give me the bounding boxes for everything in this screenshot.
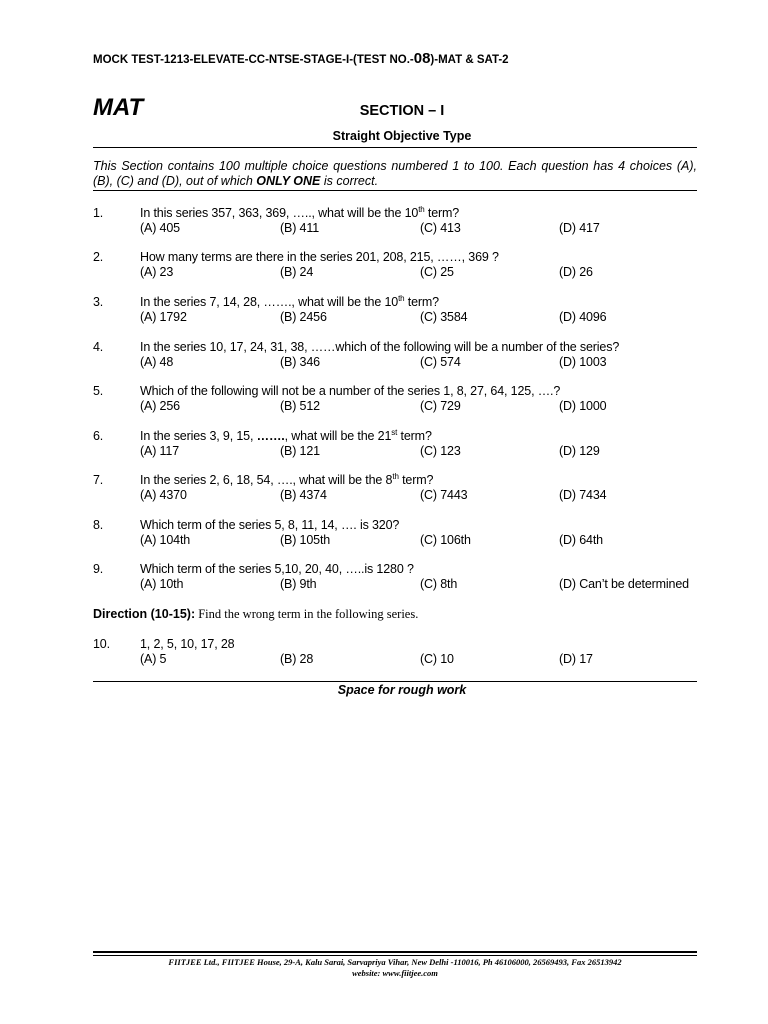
option-a: (A) 405 [140, 221, 180, 235]
question-stem: Which term of the series 5,10, 20, 40, …..is 1280 ? [140, 562, 414, 576]
option-a: (A) 104th [140, 533, 191, 547]
divider [93, 190, 697, 191]
option-d: (D) 64th [559, 533, 603, 547]
option-d: (D) 26 [559, 265, 593, 279]
question-7 [93, 473, 713, 505]
question-6 [93, 429, 713, 461]
section-subtitle: Straight Objective Type [332, 129, 472, 143]
option-b: (B) 2456 [280, 310, 327, 324]
option-c: (C) 25 [420, 265, 454, 279]
question-10 [93, 637, 713, 669]
option-d: (D) 7434 [559, 488, 607, 502]
option-c: (C) 3584 [420, 310, 468, 324]
intro-emphasis: ONLY ONE [256, 174, 321, 188]
question-4 [93, 340, 713, 372]
intro-text-end: is correct. [320, 174, 379, 188]
question-stem: How many terms are there in the series 201, 208, 215, ……, 369 ? [140, 250, 499, 264]
option-c: (C) 10 [420, 652, 454, 666]
section-instructions [93, 159, 697, 189]
intro-text: This Section contains 100 multiple choice questions numbered 1 to 100. Each question has 4 choices (A), (B), (C) and (D), out of which [93, 159, 697, 188]
option-c: (C) 413 [420, 221, 461, 235]
option-c: (C) 106th [420, 533, 471, 547]
question-stem: In the series 3, 9, 15, ……., what will be the 21st term? [140, 427, 432, 443]
question-number: 1. [93, 206, 104, 220]
option-c: (C) 8th [420, 577, 458, 591]
question-stem: Which term of the series 5, 8, 11, 14, …. is 320? [140, 518, 400, 532]
question-stem: In the series 2, 6, 18, 54, …., what will be the 8th term? [140, 471, 434, 487]
option-d: (D) 129 [559, 444, 600, 458]
question-number: 9. [93, 562, 104, 576]
option-b: (B) 411 [280, 221, 320, 235]
header-suffix: )-MAT & SAT-2 [430, 54, 509, 66]
question-number: 6. [93, 429, 104, 443]
option-d: (D) 1000 [559, 399, 607, 413]
divider [93, 681, 697, 682]
footer-divider [93, 951, 697, 953]
option-b: (B) 28 [280, 652, 314, 666]
question-number: 5. [93, 384, 104, 398]
direction-label: Direction (10-15): [93, 607, 196, 621]
option-d: (D) 4096 [559, 310, 607, 324]
option-a: (A) 10th [140, 577, 184, 591]
option-d: (D) 417 [559, 221, 600, 235]
option-c: (C) 574 [420, 355, 461, 369]
option-b: (B) 4374 [280, 488, 327, 502]
footer-divider [93, 955, 697, 956]
question-number: 10. [93, 637, 110, 651]
divider [93, 147, 697, 148]
section-heading: SECTION – I [359, 103, 445, 119]
question-9 [93, 562, 713, 594]
option-b: (B) 105th [280, 533, 331, 547]
footer-address: FIITJEE Ltd., FIITJEE House, 29-A, Kalu Sarai, Sarvapriya Vihar, New Delhi -110016, Ph 46106000, 26569493, Fax 26513942 [168, 957, 622, 967]
footer-website: website: www.fiitjee.com [352, 968, 438, 978]
header-prefix: MOCK TEST-1213-ELEVATE-CC-NTSE-STAGE-I-(TEST NO.- [93, 54, 414, 66]
question-stem: In this series 357, 363, 369, ….., what will be the 10th term? [140, 204, 460, 220]
option-d: (D) 1003 [559, 355, 607, 369]
question-stem: In the series 7, 14, 28, ……., what will be the 10th term? [140, 293, 439, 309]
header-test-no: 08 [413, 50, 431, 67]
option-d: (D) Can’t be determined [559, 577, 689, 591]
option-d: (D) 17 [559, 652, 593, 666]
option-b: (B) 346 [280, 355, 320, 369]
page-title: MAT [93, 94, 144, 121]
option-a: (A) 5 [140, 652, 167, 666]
question-3 [93, 295, 713, 327]
direction-text: Find the wrong term in the following series. [195, 607, 419, 621]
option-a: (A) 1792 [140, 310, 187, 324]
option-c: (C) 7443 [420, 488, 468, 502]
option-a: (A) 48 [140, 355, 174, 369]
question-number: 7. [93, 473, 104, 487]
question-stem: 1, 2, 5, 10, 17, 28 [140, 637, 235, 651]
option-a: (A) 256 [140, 399, 180, 413]
question-5 [93, 384, 713, 416]
question-1 [93, 206, 713, 238]
test-header [93, 50, 509, 67]
direction-note [93, 607, 418, 622]
option-c: (C) 729 [420, 399, 461, 413]
question-number: 4. [93, 340, 104, 354]
option-b: (B) 9th [280, 577, 317, 591]
question-number: 8. [93, 518, 104, 532]
option-a: (A) 117 [140, 444, 180, 458]
option-c: (C) 123 [420, 444, 461, 458]
question-2 [93, 250, 713, 282]
option-b: (B) 512 [280, 399, 320, 413]
question-number: 2. [93, 250, 104, 264]
option-b: (B) 24 [280, 265, 314, 279]
question-stem: Which of the following will not be a number of the series 1, 8, 27, 64, 125, ….? [140, 384, 561, 398]
question-number: 3. [93, 295, 104, 309]
rough-work-label: Space for rough work [337, 683, 467, 697]
option-b: (B) 121 [280, 444, 320, 458]
question-stem: In the series 10, 17, 24, 31, 38, ……which of the following will be a number of the series? [140, 340, 620, 354]
question-8 [93, 518, 713, 550]
option-a: (A) 4370 [140, 488, 187, 502]
option-a: (A) 23 [140, 265, 174, 279]
footer [93, 957, 697, 979]
